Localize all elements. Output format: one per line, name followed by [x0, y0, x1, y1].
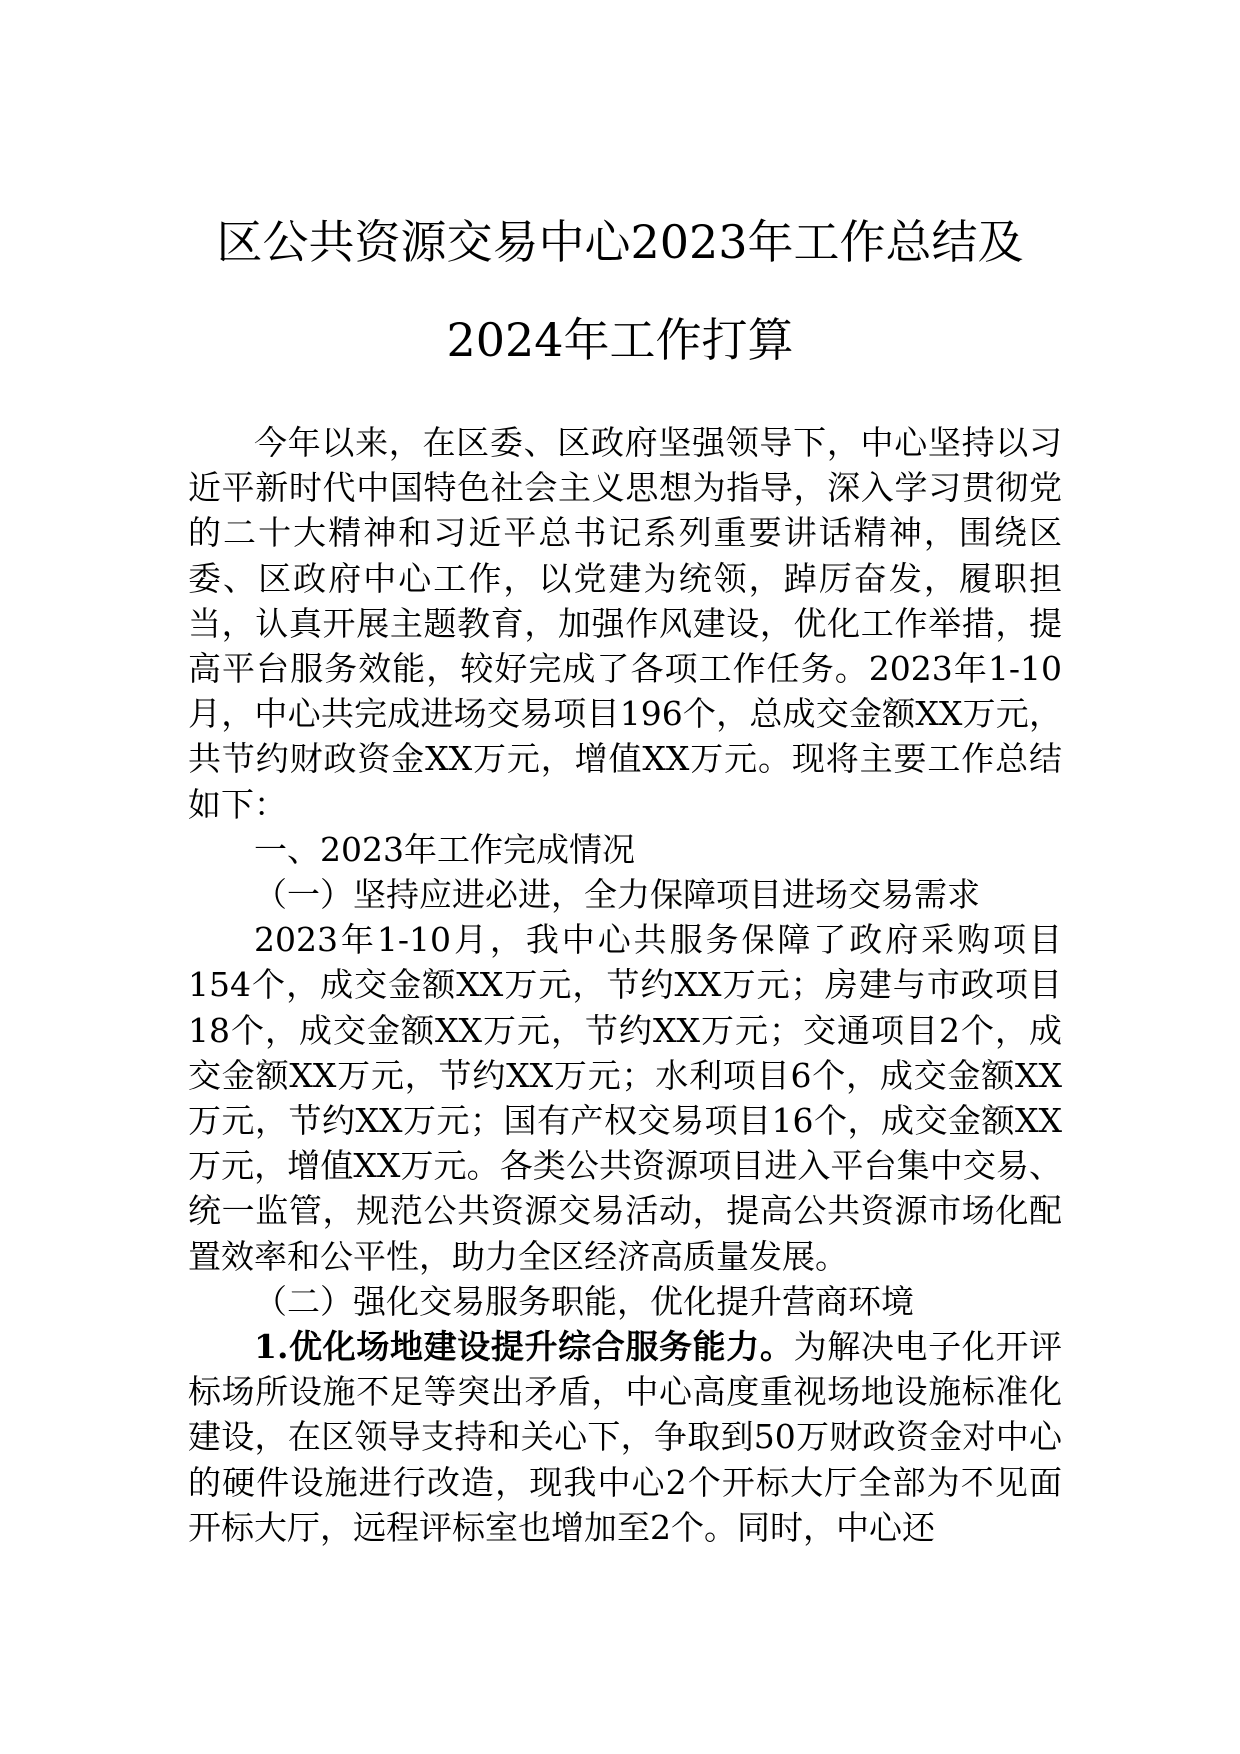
item-1-paragraph — [188, 1324, 1062, 1550]
subsection-1-paragraph: 2023年1-10月，我中心共服务保障了政府采购项目154个，成交金额XX万元，节约XX万元；房建与市政项目18个，成交金额XX万元，节约XX万元；交通项目2个，成交金额XX万元，节约XX万元；水利项目6个，成交金额XX万元，节约XX万元；国有产权交易项目16个，成交金额XX万元，增值XX万元。各类公共资源项目进入平台集中交易、统一监管，规范公共资源交易活动，提高公共资源市场化配置效率和公平性，助力全区经济高质量发展。 — [188, 920, 1062, 1276]
section-heading: 一、2023年工作完成情况 — [254, 829, 635, 869]
intro-paragraph: 今年以来，在区委、区政府坚强领导下，中心坚持以习近平新时代中国特色社会主义思想为指导，深入学习贯彻党的二十大精神和习近平总书记系列重要讲话精神，围绕区委、区政府中心工作，以党建为统领，踔厉奋发，履职担当，认真开展主题教育，加强作风建设，优化工作举措，提高平台服务效能，较好完成了各项工作任务。2023年1-10月，中心共完成进场交易项目196个，总成交金额XX万元，共节约财政资金XX万元，增值XX万元。现将主要工作总结如下： — [188, 423, 1062, 824]
subsection-heading-2: （二）强化交易服务职能，优化提升营商环境 — [254, 1281, 914, 1321]
item-1-lead: 1.优化场地建设提升综合服务能力。 — [254, 1327, 794, 1367]
document-title-line-2: 2024年工作打算 — [446, 313, 794, 367]
item-1-text: 为解决电子化开评标场所设施不足等突出矛盾，中心高度重视场地设施标准化建设，在区领导支持和关心下，争取到50万财政资金对中心的硬件设施进行改造，现我中心2个开标大厅全部为不见面开标大厅，远程评标室也增加至2个。同时，中心还 — [188, 1327, 1063, 1547]
subsection-heading-1: （一）坚持应进必进，全力保障项目进场交易需求 — [254, 875, 980, 915]
document-title-line-1: 区公共资源交易中心2023年工作总结及 — [216, 215, 1024, 269]
document-body — [188, 420, 1062, 1550]
